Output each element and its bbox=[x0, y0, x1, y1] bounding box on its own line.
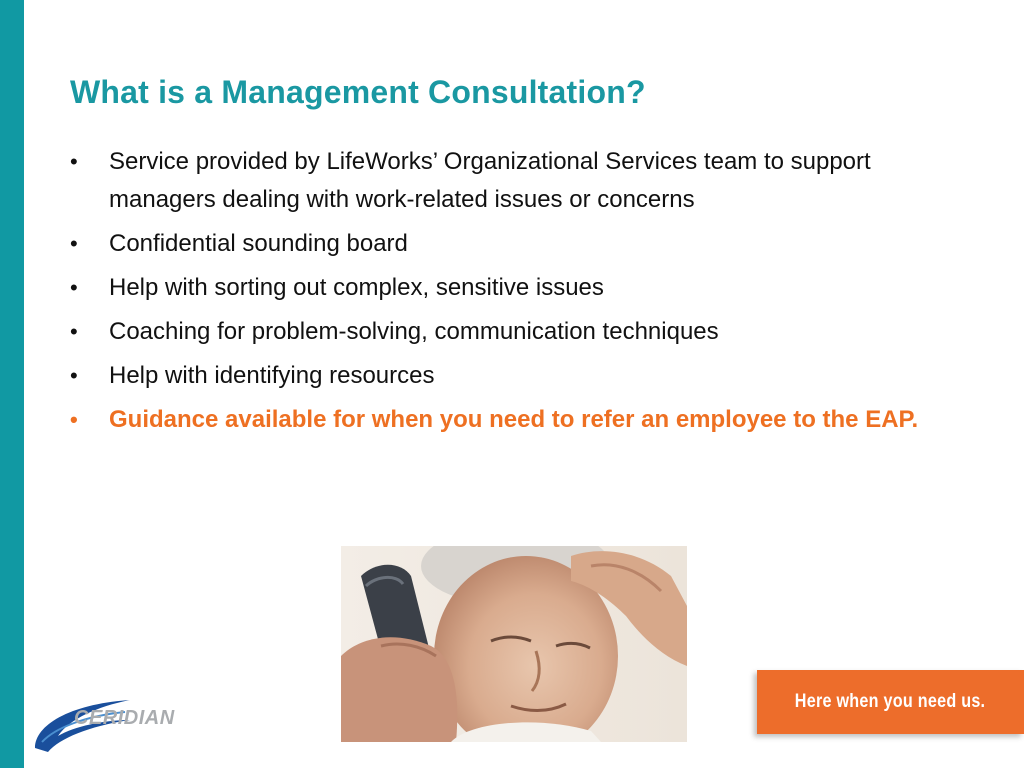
bullet-item-5 bbox=[70, 357, 950, 395]
tagline-banner bbox=[757, 670, 1024, 734]
bullet-dot-icon: • bbox=[70, 275, 78, 300]
bullet-dot-icon: • bbox=[70, 231, 78, 256]
bullet-text: Help with sorting out complex, sensitive issues bbox=[109, 274, 604, 301]
photo-illustration bbox=[341, 546, 687, 742]
man-on-phone-photo bbox=[341, 546, 687, 742]
slide-title: What is a Management Consultation? bbox=[70, 74, 646, 110]
bullet-dot-icon: • bbox=[70, 363, 78, 388]
bullet-text: Service provided by LifeWorks’ Organizational Services team to support managers dealing with work-related issues or concerns bbox=[109, 148, 871, 213]
tagline-text: Here when you need us. bbox=[795, 691, 986, 712]
bullet-dot-icon: • bbox=[70, 407, 78, 432]
bullet-list bbox=[70, 143, 950, 445]
bullet-text: Confidential sounding board bbox=[109, 230, 408, 257]
bullet-dot-icon: • bbox=[70, 149, 78, 174]
bullet-text: Help with identifying resources bbox=[109, 362, 435, 389]
bullet-item-4 bbox=[70, 313, 950, 351]
bullet-dot-icon: • bbox=[70, 319, 78, 344]
bullet-item-2 bbox=[70, 225, 950, 263]
bullet-item-3 bbox=[70, 269, 950, 307]
bullet-text: Guidance available for when you need to refer an employee to the EAP. bbox=[109, 406, 919, 433]
bullet-item-6-highlight bbox=[70, 401, 950, 439]
bullet-text: Coaching for problem-solving, communication techniques bbox=[109, 318, 719, 345]
bullet-item-1 bbox=[70, 143, 950, 219]
ceridian-logo bbox=[30, 690, 190, 755]
side-accent-bar bbox=[0, 0, 24, 768]
logo-wordmark: CERIDIAN bbox=[74, 707, 175, 729]
